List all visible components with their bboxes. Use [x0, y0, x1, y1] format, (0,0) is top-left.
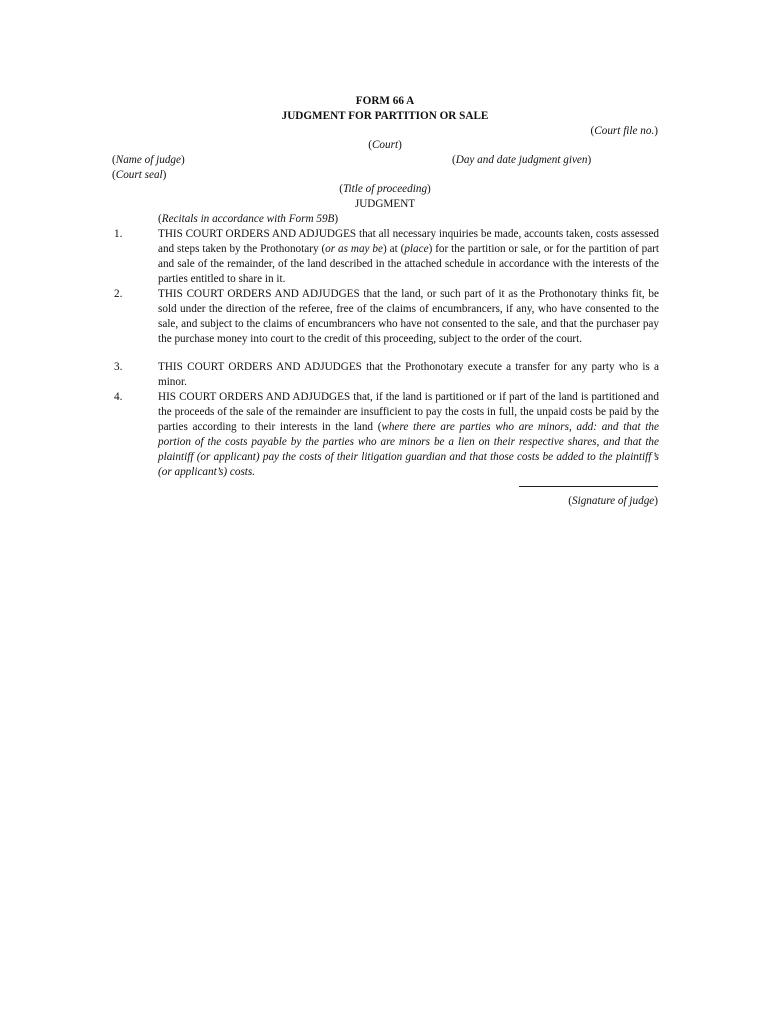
day-and-date-text: Day and date judgment given — [455, 154, 588, 166]
item-text — [158, 390, 659, 480]
signature-line — [519, 486, 658, 487]
list-item — [114, 390, 659, 480]
item-number: 3. — [114, 361, 123, 373]
item-text-italic: place — [404, 243, 429, 255]
signature-label-text: Signature of judge — [572, 495, 655, 507]
item-number: 4. — [114, 391, 123, 403]
item-text-part: ) for the partition or sale, or for the partition of part and sale of the remainder, of the land described in the attached schedule in accordance with the interests of the parties entitled to share in it. — [158, 243, 659, 285]
title-of-proceeding: (Title of proceeding) — [339, 183, 431, 195]
item-number: 2. — [114, 288, 123, 300]
item-text: THIS COURT ORDERS AND ADJUDGES that the land, or such part of it as the Prothonotary thinks fit, be sold under the direction of the referee, free of the claims of encumbrancers, if any, who have consented to the sale, and subject to the claims of encumbrancers who have not consented to the sale, and that the purchaser pay the purchase money into court to the credit of this proceeding, subject to the order of the court. — [158, 288, 659, 345]
court-text: Court — [371, 139, 399, 151]
form-title: JUDGMENT FOR PARTITION OR SALE — [281, 110, 489, 122]
name-of-judge-text: Name of judge — [115, 154, 181, 166]
recitals-text: Recitals in accordance with Form 59B — [161, 213, 335, 225]
title-of-proceeding-text: Title of proceeding — [342, 183, 428, 195]
form-number: FORM 66 A — [355, 95, 415, 107]
list-item — [114, 287, 659, 347]
item-text-part: THIS COURT ORDERS AND ADJUDGES that all necessary inquiries be made, accounts taken, costs assessed and steps taken by the Prothonotary ( — [158, 228, 659, 255]
item-number: 1. — [114, 228, 123, 240]
court-file-no-text: Court file no. — [594, 125, 655, 137]
item-text: THIS COURT ORDERS AND ADJUDGES that the Prothonotary execute a transfer for any party who is a minor. — [158, 361, 659, 388]
list-item — [114, 227, 659, 287]
name-of-judge: (Name of judge) — [112, 154, 185, 166]
signature-label: (Signature of judge) — [568, 495, 658, 507]
court-file-no: (Court file no.) — [590, 125, 658, 137]
item-text-italic: where there are parties who are minors, add: and that the portion of the costs payable by the parties who are minors be a lien on their respective shares, and that the plaintiff (or applicant) pay the costs of their litigation guardian and that those costs be added to the plaintiff’s (or applicant’s) costs. — [158, 421, 659, 478]
list-item — [114, 360, 659, 390]
court-seal-text: Court seal — [115, 169, 163, 181]
item-text-italic: or as may be — [325, 243, 383, 255]
recitals: (Recitals in accordance with Form 59B) — [158, 213, 339, 225]
item-text-part: HIS COURT ORDERS AND ADJUDGES that, if the land is partitioned or if part of the land is partitioned and the proceeds of the sale of the remainder are insufficient to pay the costs in full, the unpaid costs be paid by the parties according to their interests in the land ( — [158, 391, 659, 433]
day-and-date: (Day and date judgment given) — [452, 154, 592, 166]
item-text-part: ) at ( — [382, 243, 405, 255]
court-seal: (Court seal) — [112, 169, 167, 181]
judgment-heading: JUDGMENT — [354, 198, 416, 210]
item-text — [158, 227, 659, 287]
court: (Court) — [368, 139, 402, 151]
